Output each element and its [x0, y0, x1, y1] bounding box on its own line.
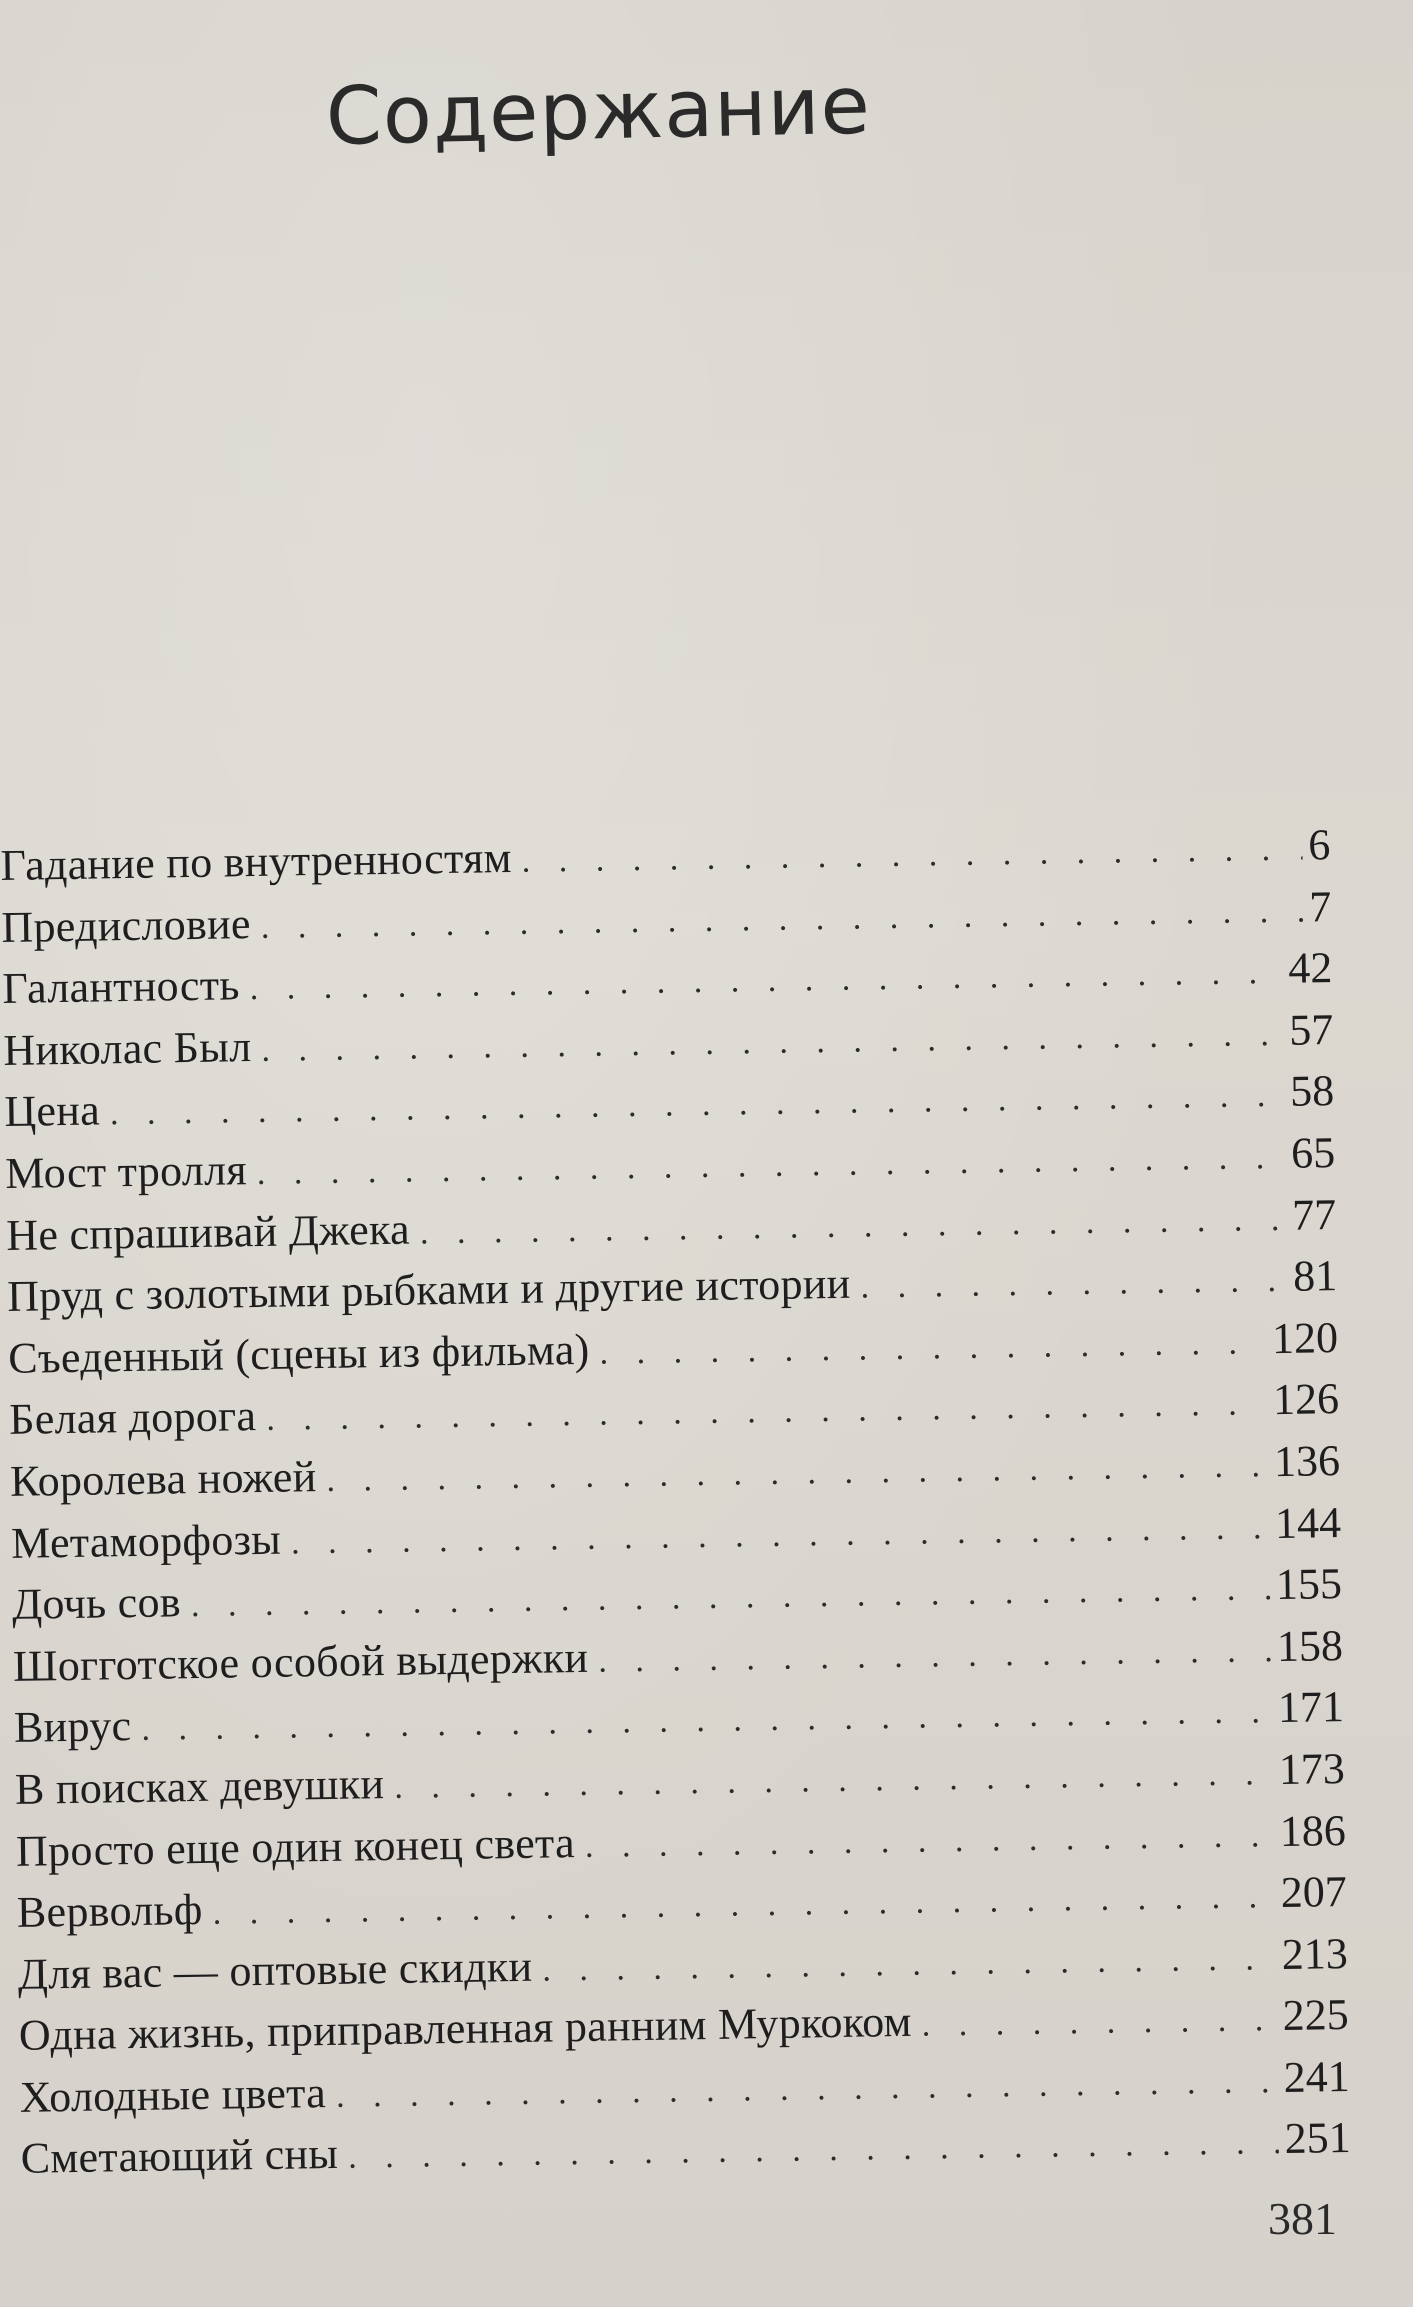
table-of-contents: [0, 814, 1351, 2190]
toc-entry-title: В поисках девушки: [14, 1758, 385, 1814]
toc-entry-page: 171: [1277, 1682, 1345, 1733]
toc-entry-title: Дочь сов: [11, 1577, 182, 1630]
toc-entry-title: Вервольф: [16, 1885, 204, 1937]
toc-leader-dots: [860, 1250, 1288, 1318]
toc-entry-page: 213: [1281, 1928, 1349, 1979]
toc-entry-title: Мост тролля: [4, 1145, 248, 1198]
toc-entry-title: Для вас — оптовые скидки: [17, 1941, 533, 1999]
toc-leader-dots: [348, 2113, 1279, 2189]
toc-entry-page: 57: [1288, 1004, 1334, 1055]
toc-entry-title: Холодные цвета: [19, 2067, 327, 2122]
toc-entry-title: Одна жизнь, приправленная ранним Муркоком: [18, 1997, 913, 2061]
toc-entry-page: 155: [1275, 1559, 1343, 1610]
toc-entry-title: Просто еще один конец света: [15, 1817, 576, 1876]
toc-entry-title: Гадание по внутренностям: [0, 832, 513, 890]
page-title: Содержание: [325, 58, 872, 163]
toc-entry-page: 81: [1292, 1251, 1338, 1301]
toc-entry-page: 207: [1280, 1867, 1348, 1918]
toc-leader-dots: [921, 1989, 1277, 2056]
toc-entry-page: 136: [1273, 1435, 1341, 1487]
toc-entry-title: Не спрашивай Джека: [5, 1204, 411, 1260]
toc-entry-page: 65: [1290, 1128, 1336, 1178]
toc-entry-page: 77: [1291, 1189, 1337, 1240]
toc-leader-dots: [542, 1928, 1276, 2001]
toc-entry-title: Белая дорога: [8, 1391, 257, 1445]
toc-entry-page: 158: [1276, 1620, 1344, 1671]
toc-entry-page: 225: [1282, 1990, 1350, 2041]
toc-leader-dots: [598, 1620, 1272, 1692]
toc-entry-title: Сметающий сны: [20, 2129, 339, 2184]
toc-entry-page: 144: [1274, 1497, 1342, 1548]
toc-entry-title: Цена: [3, 1085, 101, 1137]
toc-entry-page: 6: [1307, 820, 1331, 870]
toc-entry-title: Николас Был: [2, 1021, 252, 1075]
toc-entry-page: 7: [1308, 881, 1332, 932]
toc-entry-page: 251: [1284, 2113, 1352, 2164]
toc-entry-title: Галантность: [2, 960, 241, 1014]
toc-entry-title: Шогготское особой выдержки: [12, 1632, 589, 1691]
toc-leader-dots: [599, 1312, 1267, 1384]
toc-leader-dots: [584, 1805, 1274, 1877]
toc-entry-page: 126: [1272, 1374, 1340, 1425]
toc-entry-page: 58: [1289, 1066, 1335, 1117]
toc-entry-title: Метаморфозы: [10, 1514, 282, 1568]
toc-entry-title: Вирус: [13, 1701, 132, 1753]
toc-entry-page: 42: [1287, 943, 1333, 993]
toc-entry-page: 173: [1278, 1743, 1346, 1794]
toc-entry-title: Съеденный (сцены из фильма): [7, 1324, 590, 1383]
toc-entry-title: Предисловие: [1, 898, 252, 952]
page-number: 381: [1268, 2193, 1337, 2244]
toc-entry-title: Королева ножей: [9, 1452, 317, 1506]
toc-entry-title: Пруд с золотыми рыбками и другие истории: [6, 1258, 851, 1322]
toc-entry-page: 120: [1271, 1312, 1339, 1363]
toc-entry-page: 241: [1283, 2051, 1351, 2102]
toc-entry-page: 186: [1279, 1805, 1347, 1856]
